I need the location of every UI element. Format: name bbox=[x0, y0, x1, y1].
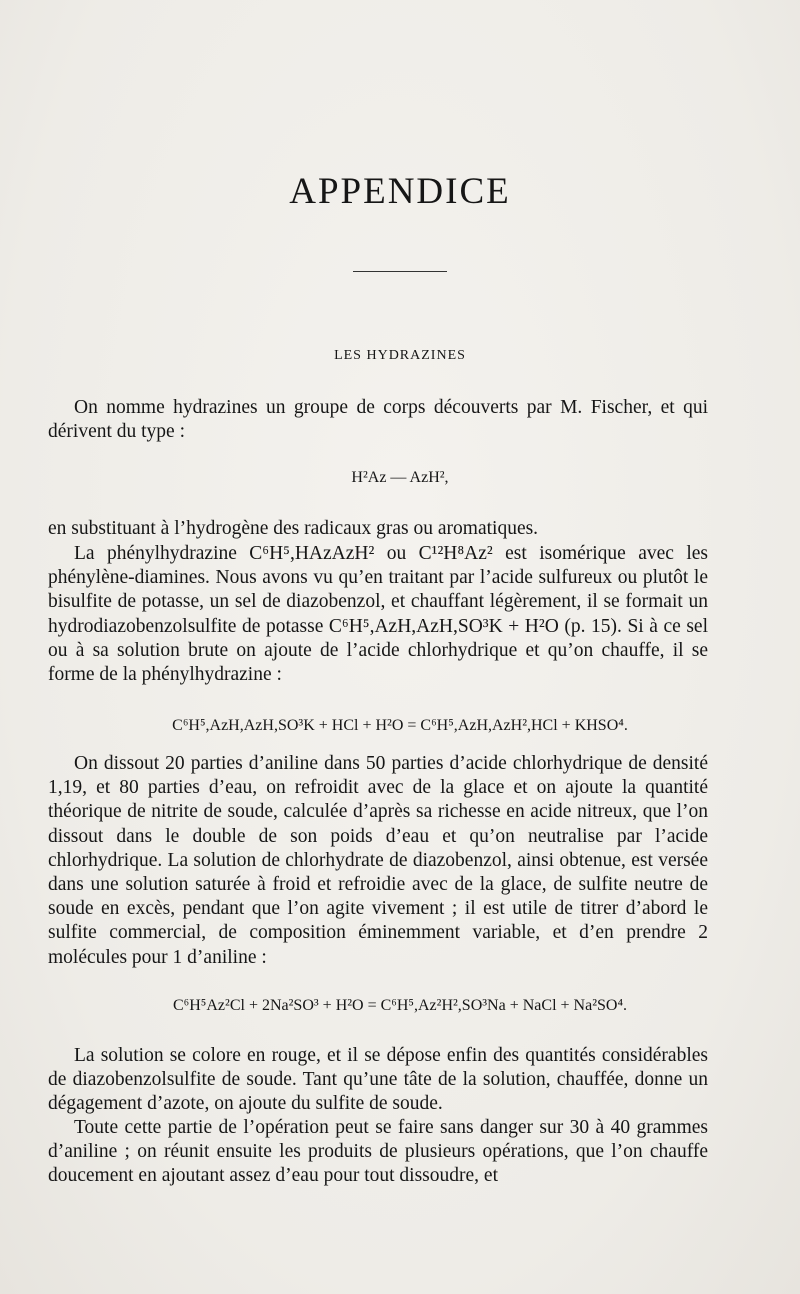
paragraph-operation: Toute cette partie de l’opération peut se faire sans danger sur 30 à 40 grammes d’aniline ; on réunit ensuite les produits de plusieurs opérations, que l’on chauffe doucement en ajoutant assez d’eau pour tout dissoudre, et bbox=[48, 1117, 708, 1187]
formula-reaction-2: C⁶H⁵Az²Cl + 2Na²SO³ + H²O = C⁶H⁵,Az²H²,SO³Na + NaCl + Na²SO⁴. bbox=[172, 997, 628, 1014]
page-heading: APPENDICE bbox=[289, 171, 511, 212]
paragraph-phenylhydrazine: La phénylhydrazine C⁶H⁵,HAzAzH² ou C¹²H⁸Az² est isomérique avec les phénylène-diamines. Nous avons vu qu’en traitant par l’acide sulfureux ou plutôt le bisulfite de potasse, un sel de diazobenzol, et chauffant légèrement, il se formait un hydrodiazobenzolsulfite de potasse C⁶H⁵,AzH,AzH,SO³K + H²O (p. 15). Si à ce sel ou à sa solution brute on ajoute de l’acide chlorhydrique et qu’on chauffe, il se forme de la phénylhydrazine : bbox=[48, 543, 708, 686]
paragraph-coloration: La solution se colore en rouge, et il se dépose enfin des quantités considérables de diazobenzolsulfite de soude. Tant qu’une tâte de la solution, chauffée, donne un dégagement d’azote, on ajoute du sulfite de soude. bbox=[48, 1045, 708, 1115]
formula-type: H²Az — AzH², bbox=[351, 469, 449, 486]
paragraph-preparation: On dissout 20 parties d’aniline dans 50 parties d’acide chlorhydrique de densité 1,19, et 80 parties d’eau, on refroidit avec de la glace et on ajoute la quantité théorique de nitrite de soude, calculée d’après sa richesse en acide nitreux, que l’on dissout dans le double de son poids d’eau et qu’on neutralise par l’acide chlorhydrique. La solution de chlorhydrate de diazobenzol, ainsi obtenue, est versée dans une solution saturée à froid et refroidie avec de la glace, de sulfite neutre de soude en excès, pendant que l’on agite vivement ; il est utile de titrer d’abord le sulfite commercial, de composition éminemment variable, et d’en prendre 2 molécules pour 1 d’aniline : bbox=[48, 753, 708, 968]
paragraph-substitution: en substituant à l’hydrogène des radicaux gras ou aromatiques. bbox=[48, 518, 539, 539]
heading-divider bbox=[353, 271, 447, 272]
paragraph-intro: On nomme hydrazines un groupe de corps découverts par M. Fischer, et qui dérivent du type : bbox=[48, 397, 708, 443]
section-title: LES HYDRAZINES bbox=[334, 348, 466, 363]
formula-reaction-1: C⁶H⁵,AzH,AzH,SO³K + HCl + H²O = C⁶H⁵,AzH,AzH²,HCl + KHSO⁴. bbox=[172, 717, 628, 734]
